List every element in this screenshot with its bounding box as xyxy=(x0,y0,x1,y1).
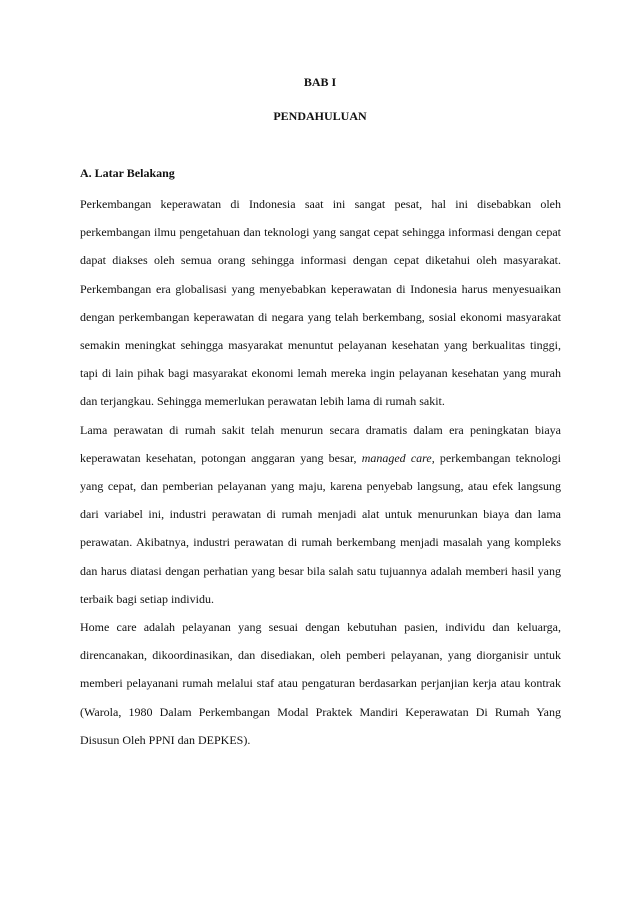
section-heading: A. Latar Belakang xyxy=(80,166,175,180)
paragraph-3: Home care adalah pelayanan yang sesuai dengan kebutuhan pasien, individu dan keluarga, direncanakan, dikoordinasikan, dan disediakan, oleh pemberi pelayanan, yang diorganisir untuk memberi pelayanani rumah melalui staf atau pengaturan berdasarkan perjanjian kerja atau kontrak (Warola, 1980 Dalam Perkembangan Modal Praktek Mandiri Keperawatan Di Rumah Yang Disusun Oleh PPNI dan DEPKES). xyxy=(80,620,561,747)
paragraph-2-italic-term: managed care, xyxy=(361,450,435,465)
chapter-title: PENDAHULUAN xyxy=(273,109,367,123)
chapter-number: BAB I xyxy=(303,75,337,89)
body-text xyxy=(80,190,561,754)
paragraph-2 xyxy=(80,416,561,613)
paragraph-1: Perkembangan keperawatan di Indonesia saat ini sangat pesat, hal ini disebabkan oleh perkembangan ilmu pengetahuan dan teknologi yang sangat cepat sehingga informasi dengan cepat dapat diakses oleh semua orang sehingga informasi dengan cepat diketahui oleh masyarakat. Perkembangan era globalisasi yang menyebabkan keperawatan di Indonesia harus menyesuaikan dengan perkembangan keperawatan di negara yang telah berkembang, sosial ekonomi masyarakat semakin meningkat sehingga masyarakat menuntut pelayanan kesehatan yang berkualitas tinggi, tapi di lain pihak bagi masyarakat ekonomi lemah mereka ingin pelayanan kesehatan yang murah dan terjangkau. Sehingga memerlukan perawatan lebih lama di rumah sakit. xyxy=(80,197,561,409)
paragraph-2-text-end: perkembangan teknologi yang cepat, dan pemberian pelayanan yang maju, karena penyebab langsung, atau efek langsung dari variabel ini, industri perawatan di rumah menjadi alat untuk menurunkan biaya dan lama perawatan. Akibatnya, industri perawatan di rumah berkembang menjadi masalah yang kompleks dan harus diatasi dengan perhatian yang besar bila salah satu tujuannya adalah memberi hasil yang terbaik bagi setiap individu. xyxy=(80,450,561,606)
paragraph-2-text-start: Lama perawatan di rumah sakit telah menurun secara dramatis dalam era peningkatan biaya keperawatan kesehatan, potongan anggaran yang besar, xyxy=(80,422,561,465)
